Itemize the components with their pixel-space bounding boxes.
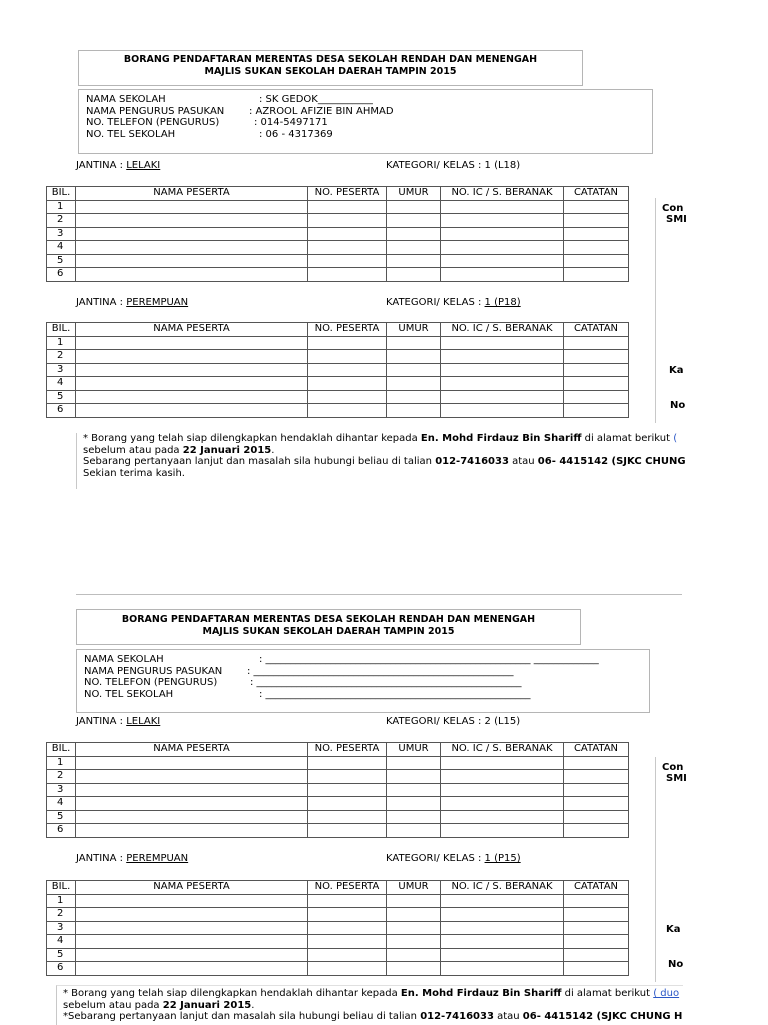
row-number: 4 <box>47 377 76 391</box>
col-catatan: CATATAN <box>564 881 629 895</box>
jantina-value: LELAKI <box>126 716 161 727</box>
no-ic-cell[interactable] <box>441 810 564 824</box>
kategori-value: 1 (L18) <box>484 160 521 171</box>
row-number: 5 <box>47 948 76 962</box>
col-catatan: CATATAN <box>564 323 629 337</box>
no-peserta-cell[interactable] <box>308 363 387 377</box>
no-peserta-cell[interactable] <box>308 921 387 935</box>
jantina-label: JANTINA : LELAKI <box>76 716 161 727</box>
table-row <box>47 268 629 282</box>
jantina-value: PEREMPUAN <box>126 853 189 864</box>
nama-cell[interactable] <box>76 377 308 391</box>
row-number: 5 <box>47 390 76 404</box>
participant-table <box>46 880 629 976</box>
umur-cell[interactable] <box>387 962 441 976</box>
catatan-cell[interactable] <box>564 908 629 922</box>
nama-cell[interactable] <box>76 350 308 364</box>
col-no-ic: NO. IC / S. BERANAK <box>441 323 564 337</box>
jantina-label: JANTINA : LELAKI <box>76 160 161 171</box>
info-value[interactable]: : _____________________________________________________ <box>250 677 522 688</box>
table-row <box>47 241 629 255</box>
row-number: 3 <box>47 921 76 935</box>
side-text: SMI <box>666 773 687 784</box>
table-row <box>47 770 629 784</box>
row-number: 6 <box>47 268 76 282</box>
catatan-cell[interactable] <box>564 948 629 962</box>
row-number: 5 <box>47 254 76 268</box>
catatan-cell[interactable] <box>564 935 629 949</box>
umur-cell[interactable] <box>387 948 441 962</box>
participant-table <box>46 186 629 282</box>
form2-info-row <box>84 666 644 678</box>
note-line: * Borang yang telah siap dilengkapkan hendaklah dihantar kepada En. Mohd Firdauz Bin Shariff di alamat berikut ( duo <box>63 988 680 999</box>
umur-cell[interactable] <box>387 254 441 268</box>
no-ic-cell[interactable] <box>441 363 564 377</box>
no-ic-cell[interactable] <box>441 390 564 404</box>
table-header-row <box>47 323 629 337</box>
table-row <box>47 921 629 935</box>
col-umur: UMUR <box>387 743 441 757</box>
catatan-cell[interactable] <box>564 350 629 364</box>
col-no-peserta: NO. PESERTA <box>308 881 387 895</box>
form1-note <box>76 433 686 489</box>
no-peserta-cell[interactable] <box>308 336 387 350</box>
catatan-cell[interactable] <box>564 770 629 784</box>
umur-cell[interactable] <box>387 797 441 811</box>
table-row <box>47 227 629 241</box>
catatan-cell[interactable] <box>564 241 629 255</box>
catatan-cell[interactable] <box>564 363 629 377</box>
row-number: 2 <box>47 908 76 922</box>
no-ic-cell[interactable] <box>441 797 564 811</box>
no-ic-cell[interactable] <box>441 908 564 922</box>
nama-cell[interactable] <box>76 241 308 255</box>
catatan-cell[interactable] <box>564 810 629 824</box>
page-divider <box>76 594 682 595</box>
col-no-ic: NO. IC / S. BERANAK <box>441 881 564 895</box>
note-line: sebelum atau pada 22 Januari 2015. <box>83 444 275 456</box>
no-peserta-cell[interactable] <box>308 268 387 282</box>
no-peserta-cell[interactable] <box>308 756 387 770</box>
form1-title-box <box>78 50 583 86</box>
table-row <box>47 390 629 404</box>
nama-cell[interactable] <box>76 756 308 770</box>
umur-cell[interactable] <box>387 824 441 838</box>
jantina-value: LELAKI <box>126 160 161 171</box>
no-ic-cell[interactable] <box>441 268 564 282</box>
nama-cell[interactable] <box>76 390 308 404</box>
no-ic-cell[interactable] <box>441 336 564 350</box>
col-bil: BIL. <box>47 743 76 757</box>
info-label: NO. TEL SEKOLAH <box>84 688 174 700</box>
table-row <box>47 377 629 391</box>
note-line: * Borang yang telah siap dilengkapkan hendaklah dihantar kepada En. Mohd Firdauz Bin Shariff di alamat berikut ( <box>83 433 678 444</box>
nama-cell[interactable] <box>76 227 308 241</box>
col-umur: UMUR <box>387 323 441 337</box>
side-text: Con <box>662 203 684 214</box>
table-row <box>47 908 629 922</box>
jantina-label: JANTINA : PEREMPUAN <box>76 297 189 308</box>
table-row <box>47 948 629 962</box>
note-line: Sebarang pertanyaan lanjut dan masalah sila hubungi beliau di talian 012-7416033 atau 06- 4415142 (SJKC CHUNG <box>83 456 686 467</box>
row-number: 2 <box>47 770 76 784</box>
col-nama-peserta: NAMA PESERTA <box>76 743 308 757</box>
form2-info-row <box>84 654 644 666</box>
row-number: 1 <box>47 756 76 770</box>
side-text: SMI <box>666 214 687 225</box>
side-text: Ka <box>666 924 681 935</box>
row-number: 5 <box>47 810 76 824</box>
kategori-value: 2 (L15) <box>484 716 521 727</box>
no-ic-cell[interactable] <box>441 214 564 228</box>
nama-cell[interactable] <box>76 948 308 962</box>
nama-cell[interactable] <box>76 404 308 418</box>
row-number: 3 <box>47 363 76 377</box>
form1-info-row <box>86 117 646 129</box>
row-number: 3 <box>47 783 76 797</box>
col-umur: UMUR <box>387 881 441 895</box>
form2-info-row <box>84 677 644 689</box>
info-value[interactable]: : _____________________________________________________ _____________ <box>259 654 599 665</box>
info-label: NAMA SEKOLAH <box>86 94 166 105</box>
col-no-peserta: NO. PESERTA <box>308 323 387 337</box>
no-ic-cell[interactable] <box>441 935 564 949</box>
row-number: 1 <box>47 200 76 214</box>
catatan-cell[interactable] <box>564 390 629 404</box>
form2-info-box <box>76 649 650 713</box>
note-line: *Sebarang pertanyaan lanjut dan masalah sila hubungi beliau di talian 012-7416033 atau 06- 4415142 (SJKC CHUNG H <box>63 1011 683 1022</box>
no-peserta-cell[interactable] <box>308 894 387 908</box>
info-label: NAMA PENGURUS PASUKAN <box>84 665 223 677</box>
form1-title-line2: MAJLIS SUKAN SEKOLAH DAERAH TAMPIN 2015 <box>204 66 457 77</box>
note-line: sebelum atau pada 22 Januari 2015. <box>63 999 255 1011</box>
nama-cell[interactable] <box>76 363 308 377</box>
col-no-ic: NO. IC / S. BERANAK <box>441 743 564 757</box>
nama-cell[interactable] <box>76 254 308 268</box>
no-peserta-cell[interactable] <box>308 908 387 922</box>
table-header-row <box>47 881 629 895</box>
catatan-cell[interactable] <box>564 824 629 838</box>
col-bil: BIL. <box>47 881 76 895</box>
info-label: NO. TELEFON (PENGURUS) <box>84 677 218 688</box>
row-number: 4 <box>47 797 76 811</box>
form2-note <box>56 985 683 1025</box>
nama-cell[interactable] <box>76 824 308 838</box>
no-peserta-cell[interactable] <box>308 254 387 268</box>
catatan-cell[interactable] <box>564 336 629 350</box>
no-ic-cell[interactable] <box>441 824 564 838</box>
table-row <box>47 254 629 268</box>
nama-cell[interactable] <box>76 200 308 214</box>
umur-cell[interactable] <box>387 227 441 241</box>
form2-side-panel <box>655 757 687 982</box>
jantina-label: JANTINA : PEREMPUAN <box>76 853 189 864</box>
nama-cell[interactable] <box>76 935 308 949</box>
nama-cell[interactable] <box>76 770 308 784</box>
no-ic-cell[interactable] <box>441 241 564 255</box>
row-number: 4 <box>47 241 76 255</box>
col-umur: UMUR <box>387 187 441 201</box>
nama-cell[interactable] <box>76 908 308 922</box>
nama-cell[interactable] <box>76 214 308 228</box>
row-number: 1 <box>47 336 76 350</box>
no-ic-cell[interactable] <box>441 254 564 268</box>
table-row <box>47 363 629 377</box>
col-bil: BIL. <box>47 187 76 201</box>
row-number: 2 <box>47 350 76 364</box>
table-row <box>47 756 629 770</box>
umur-cell[interactable] <box>387 935 441 949</box>
side-text: No <box>670 400 686 411</box>
kategori-label: KATEGORI/ KELAS : 2 (L15) <box>386 716 521 727</box>
no-peserta-cell[interactable] <box>308 797 387 811</box>
no-peserta-cell[interactable] <box>308 390 387 404</box>
kategori-label: KATEGORI/ KELAS : 1 (P15) <box>386 853 521 864</box>
col-catatan: CATATAN <box>564 743 629 757</box>
col-bil: BIL. <box>47 323 76 337</box>
form2-title-box <box>76 609 581 645</box>
info-label: NO. TELEFON (PENGURUS) <box>86 117 220 128</box>
no-peserta-cell[interactable] <box>308 770 387 784</box>
no-peserta-cell[interactable] <box>308 241 387 255</box>
row-number: 3 <box>47 227 76 241</box>
col-nama-peserta: NAMA PESERTA <box>76 323 308 337</box>
table-row <box>47 810 629 824</box>
no-ic-cell[interactable] <box>441 377 564 391</box>
info-value: : AZROOL AFIZIE BIN AHMAD <box>249 105 394 117</box>
catatan-cell[interactable] <box>564 227 629 241</box>
catatan-cell[interactable] <box>564 200 629 214</box>
form1-info-box <box>78 89 653 154</box>
form1-info-row <box>86 106 646 118</box>
table-row <box>47 214 629 228</box>
nama-cell[interactable] <box>76 810 308 824</box>
no-ic-cell[interactable] <box>441 948 564 962</box>
nama-cell[interactable] <box>76 962 308 976</box>
catatan-cell[interactable] <box>564 377 629 391</box>
form1-title-line1: BORANG PENDAFTARAN MERENTAS DESA SEKOLAH RENDAH DAN MENENGAH <box>123 54 538 65</box>
umur-cell[interactable] <box>387 810 441 824</box>
col-nama-peserta: NAMA PESERTA <box>76 187 308 201</box>
umur-cell[interactable] <box>387 404 441 418</box>
umur-cell[interactable] <box>387 908 441 922</box>
catatan-cell[interactable] <box>564 214 629 228</box>
form1-side-panel <box>655 198 687 423</box>
no-ic-cell[interactable] <box>441 783 564 797</box>
no-ic-cell[interactable] <box>441 200 564 214</box>
no-peserta-cell[interactable] <box>308 200 387 214</box>
table-row <box>47 350 629 364</box>
info-value: : 014-5497171 <box>254 117 328 128</box>
row-number: 1 <box>47 894 76 908</box>
table-header-row <box>47 743 629 757</box>
info-label: NO. TEL SEKOLAH <box>86 128 176 140</box>
table-row <box>47 336 629 350</box>
umur-cell[interactable] <box>387 390 441 404</box>
catatan-cell[interactable] <box>564 894 629 908</box>
umur-cell[interactable] <box>387 783 441 797</box>
nama-cell[interactable] <box>76 783 308 797</box>
row-number: 6 <box>47 962 76 976</box>
jantina-value: PEREMPUAN <box>126 297 189 308</box>
nama-cell[interactable] <box>76 921 308 935</box>
catatan-cell[interactable] <box>564 268 629 282</box>
umur-cell[interactable] <box>387 921 441 935</box>
form2-title-line1: BORANG PENDAFTARAN MERENTAS DESA SEKOLAH RENDAH DAN MENENGAH <box>121 614 536 625</box>
no-peserta-cell[interactable] <box>308 935 387 949</box>
row-number: 4 <box>47 935 76 949</box>
col-nama-peserta: NAMA PESERTA <box>76 881 308 895</box>
kategori-value: 1 (P18) <box>484 297 521 308</box>
no-ic-cell[interactable] <box>441 770 564 784</box>
info-value[interactable]: : ____________________________________________________ <box>247 665 514 677</box>
participant-table <box>46 322 629 418</box>
form1-info-row <box>86 129 646 141</box>
no-peserta-cell[interactable] <box>308 824 387 838</box>
table-row <box>47 935 629 949</box>
table-row <box>47 894 629 908</box>
col-no-peserta: NO. PESERTA <box>308 743 387 757</box>
row-number: 2 <box>47 214 76 228</box>
no-peserta-cell[interactable] <box>308 783 387 797</box>
nama-cell[interactable] <box>76 797 308 811</box>
catatan-cell[interactable] <box>564 254 629 268</box>
umur-cell[interactable] <box>387 200 441 214</box>
kategori-value: 1 (P15) <box>484 853 521 864</box>
participant-table <box>46 742 629 838</box>
form1-info-row <box>86 94 646 106</box>
info-value[interactable]: : _____________________________________________________ <box>259 688 531 700</box>
umur-cell[interactable] <box>387 350 441 364</box>
no-peserta-cell[interactable] <box>308 404 387 418</box>
info-value: : 06 - 4317369 <box>259 128 333 140</box>
no-ic-cell[interactable] <box>441 350 564 364</box>
no-peserta-cell[interactable] <box>308 948 387 962</box>
side-text: No <box>668 959 684 970</box>
umur-cell[interactable] <box>387 894 441 908</box>
table-row <box>47 797 629 811</box>
side-text: Ka <box>669 365 684 376</box>
no-peserta-cell[interactable] <box>308 810 387 824</box>
catatan-cell[interactable] <box>564 921 629 935</box>
umur-cell[interactable] <box>387 214 441 228</box>
no-peserta-cell[interactable] <box>308 214 387 228</box>
no-peserta-cell[interactable] <box>308 227 387 241</box>
kategori-label: KATEGORI/ KELAS : 1 (P18) <box>386 297 521 308</box>
info-label: NAMA SEKOLAH <box>84 654 164 665</box>
catatan-cell[interactable] <box>564 797 629 811</box>
no-peserta-cell[interactable] <box>308 350 387 364</box>
row-number: 6 <box>47 404 76 418</box>
kategori-label: KATEGORI/ KELAS : 1 (L18) <box>386 160 521 171</box>
table-row <box>47 824 629 838</box>
umur-cell[interactable] <box>387 770 441 784</box>
umur-cell[interactable] <box>387 268 441 282</box>
no-peserta-cell[interactable] <box>308 962 387 976</box>
table-row <box>47 962 629 976</box>
table-row <box>47 783 629 797</box>
no-ic-cell[interactable] <box>441 404 564 418</box>
no-ic-cell[interactable] <box>441 227 564 241</box>
umur-cell[interactable] <box>387 377 441 391</box>
no-ic-cell[interactable] <box>441 894 564 908</box>
table-row <box>47 200 629 214</box>
umur-cell[interactable] <box>387 363 441 377</box>
col-no-ic: NO. IC / S. BERANAK <box>441 187 564 201</box>
catatan-cell[interactable] <box>564 962 629 976</box>
form2-info-row <box>84 689 644 701</box>
no-ic-cell[interactable] <box>441 921 564 935</box>
nama-cell[interactable] <box>76 268 308 282</box>
row-number: 6 <box>47 824 76 838</box>
info-label: NAMA PENGURUS PASUKAN <box>86 105 225 117</box>
form2-title-line2: MAJLIS SUKAN SEKOLAH DAERAH TAMPIN 2015 <box>202 626 455 637</box>
umur-cell[interactable] <box>387 756 441 770</box>
umur-cell[interactable] <box>387 241 441 255</box>
nama-cell[interactable] <box>76 894 308 908</box>
col-no-peserta: NO. PESERTA <box>308 187 387 201</box>
side-text: Con <box>662 762 684 773</box>
table-header-row <box>47 187 629 201</box>
catatan-cell[interactable] <box>564 783 629 797</box>
umur-cell[interactable] <box>387 336 441 350</box>
no-peserta-cell[interactable] <box>308 377 387 391</box>
catatan-cell[interactable] <box>564 404 629 418</box>
catatan-cell[interactable] <box>564 756 629 770</box>
note-line: Sekian terima kasih. <box>83 467 185 479</box>
info-value: : SK GEDOK___________ <box>259 94 373 105</box>
nama-cell[interactable] <box>76 336 308 350</box>
col-catatan: CATATAN <box>564 187 629 201</box>
no-ic-cell[interactable] <box>441 962 564 976</box>
table-row <box>47 404 629 418</box>
no-ic-cell[interactable] <box>441 756 564 770</box>
